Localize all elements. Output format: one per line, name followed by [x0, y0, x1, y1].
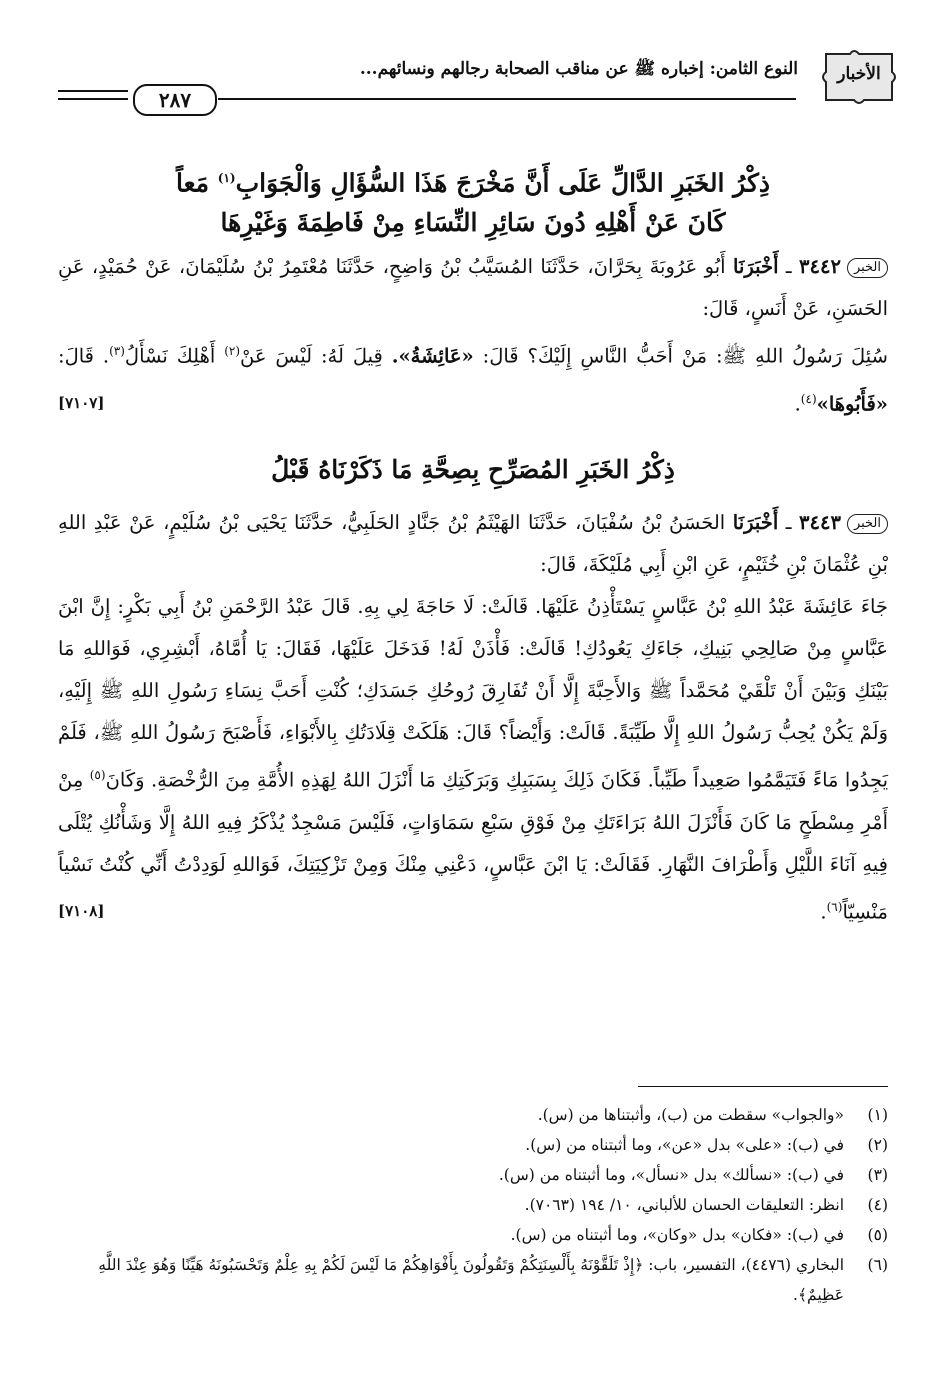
running-title: النوع الثامن: إخباره ﷺ عن مناقب الصحابة رجالهم ونسائهم...	[359, 59, 798, 79]
footnote: (٥) في (ب): «فكان» بدل «وكان»، وما أثبتناه من (س).	[510, 1226, 888, 1244]
footnote: (٤) انظر: التعليقات الحسان للألباني، ١٠/ ١٩٤ (٧٠٦٣).	[524, 1196, 888, 1214]
hadith-mark-icon: الخبر	[847, 514, 888, 534]
footnote: (٣) في (ب): «نسألك» بدل «نسأل»، وما أثبتناه من (س).	[498, 1166, 888, 1184]
hadith-3443: الخبر٣٤٤٣ ـ أَخْبَرَنَا الحَسَنُ بْنُ سُفْيَانَ، حَدَّثَنَا الهَيْثَمُ بْنُ جَنَّادٍ الحَلَبِيُّ، حَدَّثَنَا يَحْيَى بْنُ سُلَيْمٍ، عَنْ عَبْدِ اللهِ بْنِ عُثْمَانَ بْنِ خُثَيْمٍ، عَنِ ابْنِ أَبِي مُلَيْكَةَ، قَالَ: جَاءَ عَائِشَةَ عَبْدُ اللهِ بْنُ عَبَّاسٍ يَسْتَأْذِنُ عَلَيْهَا. قَالَتْ: لَا حَاجَةَ لِي بِهِ. قَالَ عَبْدُ الرَّحْمَنِ بْنُ أَبِي بَكْرٍ: إِنَّ ابْنَ عَبَّاسٍ مِنْ صَالِحِي بَنِيكِ، جَاءَكِ يَعُودُكِ! قَالَتْ: فَأْذَنْ لَهُ! فَدَخَلَ عَلَيْهَا، فَقَالَ: يَا أُمَّاهُ، أَبْشِرِي، فَوَاللهِ مَا بَيْنَكِ وَبَيْنَ أَنْ تَلْقَيْ مُحَمَّداً ﷺ وَالأَحِبَّةَ إِلَّا أَنْ تُفَارِقَ رُوحُكِ جَسَدَكِ؛ كُنْتِ أَحَبَّ نِسَاءِ رَسُولِ اللهِ ﷺ إِلَيْهِ، وَلَمْ يَكُنْ يُحِبُّ رَسُولُ اللهِ إِلَّا طَيِّبَةً. قَالَتْ: وَأَيْضاً؟ قَالَ: هَلَكَتْ قِلَادَتُكِ بِالأَبْوَاءِ، فَأَصْبَحَ رَسُولُ اللهِ ﷺ، فَلَمْ يَجِدُوا مَاءً فَتَيَمَّمُوا صَعِيداً طَيِّباً. فَكَانَ ذَلِكَ بِسَبَبِكِ وَبَرَكَتِكِ مَا أَنْزَلَ اللهُ لِهَذِهِ الأُمَّةِ مِنَ الرُّخْصَةِ. وَكَانَ$^{(٥)}$ مِنْ أَمْرِ مِسْطَحٍ مَا كَانَ فَأَنْزَلَ اللهُ بَرَاءَتَكِ مِنْ فَوْقِ سَبْعِ سَمَاوَاتٍ، فَلَيْسَ مَسْجِدٌ يُذْكَرُ فِيهِ اللهُ إِلَّا وَشَأْنُكِ يُتْلَى فِيهِ آنَاءَ اللَّيْلِ وَأَطْرَافَ النَّهَارِ. فَقَالَتْ: يَا ابْنَ عَبَّاسٍ، دَعْنِي مِنْكَ وَمِنْ تَزْكِيَتِكَ، فَوَاللهِ لَوَدِدْتُ أَنِّي كُنْتُ نَسْياً مَنْسِيّاً$^{(٦)}$. [٧١٠٨]	[58, 502, 888, 933]
section-heading-2: ذِكْرُ الخَبَرِ المُصَرِّحِ بِصِحَّةِ مَا ذَكَرْنَاهُ قَبْلُ	[271, 455, 675, 484]
page-header	[58, 40, 888, 118]
hadith-number: ٣٤٤٣	[799, 511, 841, 534]
hadith-mark-icon: الخبر	[847, 258, 888, 278]
matn: جَاءَ عَائِشَةَ عَبْدُ اللهِ بْنُ عَبَّاسٍ يَسْتَأْذِنُ عَلَيْهَا. قَالَتْ: لَا حَاجَةَ لِي بِهِ. قَالَ عَبْدُ الرَّحْمَنِ بْنُ أَبِي بَكْرٍ: إِنَّ ابْنَ عَبَّاسٍ مِنْ صَالِحِي بَنِيكِ، جَاءَكِ يَعُودُكِ! قَالَتْ: فَأْذَنْ لَهُ! فَدَخَلَ عَلَيْهَا، فَقَالَ: يَا أُمَّاهُ، أَبْشِرِي، فَوَاللهِ مَا بَيْنَكِ وَبَيْنَ أَنْ تَلْقَيْ مُحَمَّداً ﷺ وَالأَحِبَّةَ إِلَّا أَنْ تُفَارِقَ رُوحُكِ جَسَدَكِ؛ كُنْتِ أَحَبَّ نِسَاءِ رَسُولِ اللهِ ﷺ إِلَيْهِ، وَلَمْ يَكُنْ يُحِبُّ رَسُولُ اللهِ إِلَّا طَيِّبَةً. قَالَتْ: وَأَيْضاً؟ قَالَ: هَلَكَتْ قِلَادَتُكِ بِالأَبْوَاءِ، فَأَصْبَحَ رَسُولُ اللهِ ﷺ، فَلَمْ يَجِدُوا مَاءً فَتَيَمَّمُوا صَعِيداً طَيِّباً. فَكَانَ ذَلِكَ بِسَبَبِكِ وَبَرَكَتِكِ مَا أَنْزَلَ اللهُ لِهَذِهِ الأُمَّةِ مِنَ الرُّخْصَةِ. وَكَانَ	[58, 595, 888, 792]
footnote: (٢) في (ب): «على» بدل «عن»، وما أثبتناه من (س).	[525, 1136, 888, 1154]
badge-label: الأخبار	[837, 64, 881, 84]
footnote: (١) «والجواب» سقطت من (ب)، وأثبتناها من (س).	[537, 1106, 888, 1124]
isnad: أَبُو عَرُوبَةَ بِحَرَّانَ، حَدَّثَنَا المُسَيَّبُ بْنُ وَاضِحٍ، حَدَّثَنَا مُعْتَمِرُ بْنُ سُلَيْمَانَ، عَنْ حُمَيْدٍ، عَنِ الحَسَنِ، عَنْ أَنَسٍ، قَالَ:	[58, 255, 888, 320]
header-rule-main	[218, 98, 796, 100]
header-rule-left-bottom	[58, 98, 128, 100]
reference-number: [٧١٠٨]	[58, 901, 105, 920]
footnote: (٦) البخاري (٤٤٧٦)، التفسير، باب: ﴿إِذْ تَلَقَّوْنَهُ بِأَلْسِنَتِكُمْ وَتَقُولُونَ بِأَفْوَاهِكُمْ مَا لَيْسَ لَكُمْ بِهِ عِلْمٌ وَتَحْسَبُونَهُ هَيِّنًا وَهُوَ عِنْدَ اللَّهِ عَظِيمٌ﴾.	[98, 1256, 888, 1304]
reference-number: [٧١٠٧]	[58, 393, 105, 412]
hadith-number: ٣٤٤٢	[799, 255, 841, 278]
footnotes	[58, 1100, 888, 1310]
section-badge	[820, 48, 898, 106]
hadith-3442: الخبر٣٤٤٢ ـ أَخْبَرَنَا أَبُو عَرُوبَةَ بِحَرَّانَ، حَدَّثَنَا المُسَيَّبُ بْنُ وَاضِحٍ، حَدَّثَنَا مُعْتَمِرُ بْنُ سُلَيْمَانَ، عَنْ حُمَيْدٍ، عَنِ الحَسَنِ، عَنْ أَنَسٍ، قَالَ: سُئِلَ رَسُولُ اللهِ ﷺ: مَنْ أَحَبُّ النَّاسِ إِلَيْكَ؟ قَالَ: «عَائِشَةُ». قِيلَ لَهُ: لَيْسَ عَنْ$^{(٢)}$ أَهْلِكَ نَسْأَلُ$^{(٣)}$. قَالَ: «فَأَبُوهَا»$^{(٤)}$. [٧١٠٧]	[58, 246, 888, 425]
header-rule-left-top	[58, 90, 128, 92]
section-heading-1: ذِكْرُ الخَبَرِ الدَّالِّ عَلَى أَنَّ مَخْرَجَ هَذَا السُّؤَالِ وَالْجَوَابِ$^{(١)}$ مَعاً كَانَ عَنْ أَهْلِهِ دُونَ سَائِرِ النِّسَاءِ مِنْ فَاطِمَةَ وَغَيْرِهَا	[175, 168, 771, 238]
page-number: ٢٨٧	[133, 84, 217, 116]
book-page	[58, 40, 888, 1360]
footnote-separator	[638, 1086, 888, 1087]
isnad: الحَسَنُ بْنُ سُفْيَانَ، حَدَّثَنَا الهَيْثَمُ بْنُ جَنَّادٍ الحَلَبِيُّ، حَدَّثَنَا يَحْيَى بْنُ سُلَيْمٍ، عَنْ عَبْدِ اللهِ بْنِ عُثْمَانَ بْنِ خُثَيْمٍ، عَنِ ابْنِ أَبِي مُلَيْكَةَ، قَالَ:	[58, 511, 888, 576]
